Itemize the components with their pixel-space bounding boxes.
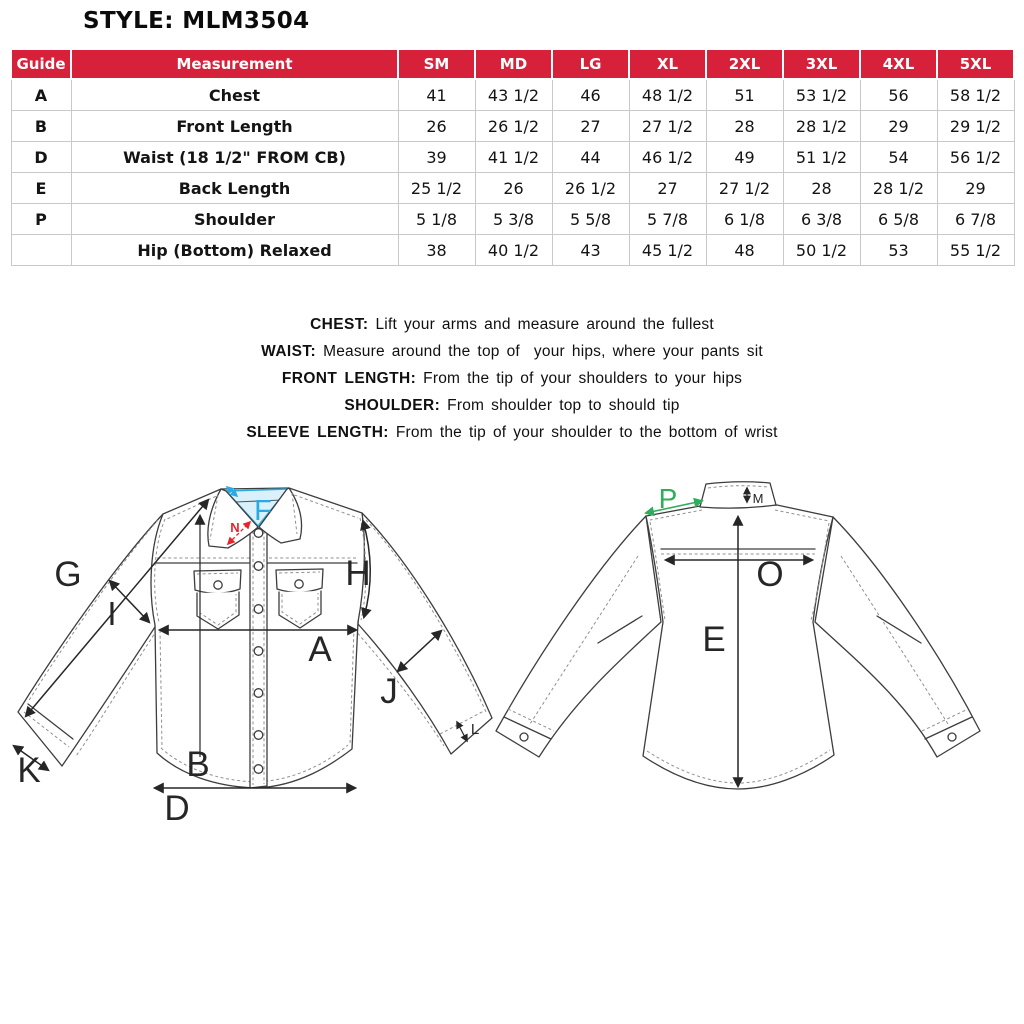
size-value: 56 — [860, 79, 937, 111]
front-label-K: K — [17, 751, 41, 790]
size-value: 28 1/2 — [860, 173, 937, 204]
size-value: 27 — [629, 173, 706, 204]
size-value: 46 1/2 — [629, 142, 706, 173]
measurement-name: Waist (18 1/2" FROM CB) — [71, 142, 398, 173]
front-label-N: N — [230, 520, 240, 535]
size-value: 26 — [398, 111, 475, 142]
table-row-back-length — [11, 173, 1014, 204]
size-value: 48 1/2 — [629, 79, 706, 111]
size-value: 55 1/2 — [937, 235, 1014, 266]
size-value: 25 1/2 — [398, 173, 475, 204]
measurement-name: Shoulder — [71, 204, 398, 235]
size-value: 41 1/2 — [475, 142, 552, 173]
shirt-front-drawing — [14, 487, 492, 828]
front-label-F: F — [254, 495, 272, 527]
column-header-sm: SM — [398, 49, 475, 79]
guide-letter: P — [11, 204, 71, 235]
size-value: 51 — [706, 79, 783, 111]
size-value: 5 7/8 — [629, 204, 706, 235]
table-row-chest — [11, 79, 1014, 111]
size-value: 40 1/2 — [475, 235, 552, 266]
size-value: 5 5/8 — [552, 204, 629, 235]
measurement-name: Back Length — [71, 173, 398, 204]
back-label-O: O — [756, 555, 784, 594]
size-value: 46 — [552, 79, 629, 111]
back-label-P: P — [658, 483, 678, 514]
header-row — [11, 49, 1014, 79]
front-label-G: G — [54, 555, 82, 594]
size-value: 41 — [398, 79, 475, 111]
size-value: 49 — [706, 142, 783, 173]
size-value: 26 1/2 — [475, 111, 552, 142]
front-label-D: D — [164, 789, 190, 828]
size-value: 58 1/2 — [937, 79, 1014, 111]
measuring-instructions — [0, 311, 1024, 446]
size-value: 39 — [398, 142, 475, 173]
measurement-name: Front Length — [71, 111, 398, 142]
size-value: 6 7/8 — [937, 204, 1014, 235]
guide-letter: A — [11, 79, 71, 111]
size-value: 45 1/2 — [629, 235, 706, 266]
size-value: 50 1/2 — [783, 235, 860, 266]
table-row-shoulder — [11, 204, 1014, 235]
instruction-front-length: FRONT LENGTH: From the tip of your shoulders to your hips — [281, 370, 743, 387]
column-header-5xl: 5XL — [937, 49, 1014, 79]
guide-letter: B — [11, 111, 71, 142]
instruction-shoulder: SHOULDER: From shoulder top to should tip — [344, 397, 680, 414]
size-value: 6 1/8 — [706, 204, 783, 235]
column-header-guide: Guide — [11, 49, 71, 79]
size-value: 28 — [783, 173, 860, 204]
column-header-lg: LG — [552, 49, 629, 79]
front-label-J: J — [380, 672, 398, 711]
guide-letter — [11, 235, 71, 266]
table-row-hip — [11, 235, 1014, 266]
table-row-front-length — [11, 111, 1014, 142]
size-value: 44 — [552, 142, 629, 173]
size-value: 43 — [552, 235, 629, 266]
size-value: 56 1/2 — [937, 142, 1014, 173]
size-value: 28 — [706, 111, 783, 142]
size-value: 5 3/8 — [475, 204, 552, 235]
front-label-B: B — [186, 745, 210, 784]
size-value: 29 1/2 — [937, 111, 1014, 142]
instruction-chest: CHEST: Lift your arms and measure around the fullest — [310, 316, 714, 333]
size-value: 29 — [937, 173, 1014, 204]
back-label-M: M — [752, 491, 764, 506]
size-value: 27 1/2 — [629, 111, 706, 142]
front-label-L: L — [470, 721, 480, 738]
size-value: 38 — [398, 235, 475, 266]
column-header-md: MD — [475, 49, 552, 79]
instruction-waist: WAIST: Measure around the top of your hips, where your pants sit — [261, 343, 763, 360]
measurement-name: Chest — [71, 79, 398, 111]
size-chart-table — [10, 48, 1015, 266]
shirt-measurement-diagram — [0, 455, 1024, 840]
table-row-waist — [11, 142, 1014, 173]
instruction-sleeve-length: SLEEVE LENGTH: From the tip of your shoulder to the bottom of wrist — [246, 424, 778, 441]
guide-letter: D — [11, 142, 71, 173]
column-header-measurement: Measurement — [71, 49, 398, 79]
shirt-back-drawing — [496, 482, 980, 789]
size-value: 53 — [860, 235, 937, 266]
size-value: 51 1/2 — [783, 142, 860, 173]
column-header-3xl: 3XL — [783, 49, 860, 79]
size-value: 26 — [475, 173, 552, 204]
size-value: 28 1/2 — [783, 111, 860, 142]
size-value: 29 — [860, 111, 937, 142]
column-header-2xl: 2XL — [706, 49, 783, 79]
column-header-xl: XL — [629, 49, 706, 79]
size-value: 26 1/2 — [552, 173, 629, 204]
front-label-H: H — [345, 554, 371, 593]
size-value: 53 1/2 — [783, 79, 860, 111]
size-value: 27 1/2 — [706, 173, 783, 204]
size-value: 6 3/8 — [783, 204, 860, 235]
measurement-name: Hip (Bottom) Relaxed — [71, 235, 398, 266]
size-value: 27 — [552, 111, 629, 142]
size-value: 48 — [706, 235, 783, 266]
size-value: 43 1/2 — [475, 79, 552, 111]
guide-letter: E — [11, 173, 71, 204]
front-label-I: I — [107, 595, 117, 632]
page-title: STYLE: MLM3504 — [83, 8, 310, 34]
back-label-E: E — [702, 620, 726, 659]
size-value: 54 — [860, 142, 937, 173]
size-value: 6 5/8 — [860, 204, 937, 235]
front-label-A: A — [308, 630, 332, 669]
size-value: 5 1/8 — [398, 204, 475, 235]
column-header-4xl: 4XL — [860, 49, 937, 79]
